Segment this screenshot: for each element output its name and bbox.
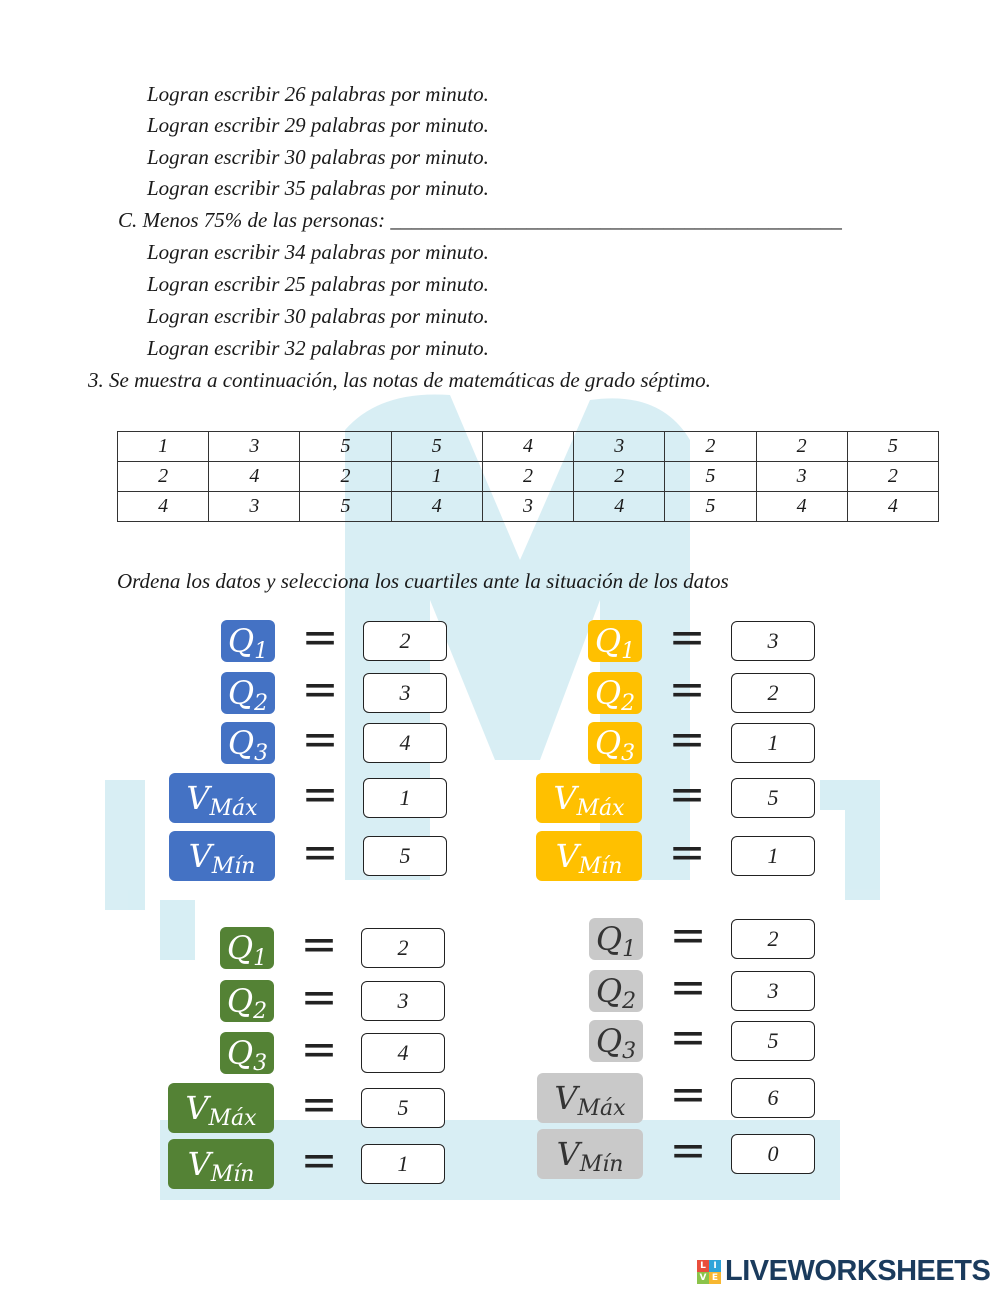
option-c-heading: C. Menos 75% de las personas: ___________________________________________ — [118, 208, 842, 232]
table-cell: 4 — [756, 492, 847, 522]
equals-sign: = — [669, 962, 707, 1013]
label-subscript: Máx — [576, 795, 625, 821]
table-cell: 5 — [391, 432, 482, 462]
blue-vmin-answer-box[interactable]: 5 — [363, 836, 447, 876]
table-cell: 4 — [209, 462, 300, 492]
table-row — [118, 462, 939, 492]
equals-sign: = — [300, 972, 338, 1023]
label-symbol: Q — [594, 724, 622, 762]
gray-q3-answer-box[interactable]: 5 — [731, 1021, 815, 1061]
equals-sign: = — [300, 1024, 338, 1075]
liveworksheets-logo — [697, 1255, 990, 1288]
table-cell: 4 — [391, 492, 482, 522]
option-b-line-2: Logran escribir 29 palabras por minuto. — [147, 113, 489, 137]
label-symbol: Q — [227, 674, 255, 712]
green-q2-label — [220, 980, 274, 1022]
gray-q2-label — [589, 970, 643, 1012]
table-cell: 2 — [300, 462, 391, 492]
label-symbol: Q — [227, 724, 255, 762]
equals-sign: = — [301, 612, 339, 663]
equals-sign: = — [668, 714, 706, 765]
label-symbol: Q — [595, 972, 623, 1010]
label-symbol: V — [554, 1079, 578, 1117]
label-symbol: V — [553, 779, 577, 817]
option-b-line-4: Logran escribir 35 palabras por minuto. — [147, 176, 489, 200]
label-symbol: V — [188, 837, 212, 875]
green-q3-answer-box[interactable]: 4 — [361, 1033, 445, 1073]
table-cell: 1 — [391, 462, 482, 492]
gray-vmax-answer-box[interactable]: 6 — [731, 1078, 815, 1118]
table-cell: 2 — [847, 462, 938, 492]
label-subscript: 2 — [622, 988, 637, 1014]
equals-sign: = — [668, 664, 706, 715]
gold-q1-answer-box[interactable]: 3 — [731, 621, 815, 661]
blue-q1-label — [221, 620, 275, 662]
label-symbol: Q — [595, 920, 623, 958]
table-cell: 3 — [574, 432, 665, 462]
label-subscript: Mín — [578, 853, 623, 879]
option-c-line-1: Logran escribir 34 palabras por minuto. — [147, 240, 489, 264]
label-subscript: 3 — [254, 740, 269, 766]
green-vmax-label — [168, 1083, 274, 1133]
table-cell: 3 — [756, 462, 847, 492]
option-b-line-3: Logran escribir 30 palabras por minuto. — [147, 145, 489, 169]
green-vmin-label — [168, 1139, 274, 1189]
gray-q3-label — [589, 1020, 643, 1062]
equals-sign: = — [668, 769, 706, 820]
label-symbol: Q — [226, 1034, 254, 1072]
equals-sign: = — [301, 664, 339, 715]
option-c-line-4: Logran escribir 32 palabras por minuto. — [147, 336, 489, 360]
equals-sign: = — [669, 1012, 707, 1063]
label-symbol: Q — [227, 622, 255, 660]
gold-vmin-answer-box[interactable]: 1 — [731, 836, 815, 876]
table-cell: 4 — [574, 492, 665, 522]
equals-sign: = — [300, 1079, 338, 1130]
label-subscript: 1 — [621, 638, 636, 664]
question-3-heading: 3. Se muestra a continuación, las notas de matemáticas de grado séptimo. — [88, 368, 711, 392]
green-vmax-answer-box[interactable]: 5 — [361, 1088, 445, 1128]
option-c-line-3: Logran escribir 30 palabras por minuto. — [147, 304, 489, 328]
gray-q2-answer-box[interactable]: 3 — [731, 971, 815, 1011]
table-cell: 5 — [665, 492, 756, 522]
table-cell: 3 — [209, 492, 300, 522]
table-cell: 5 — [300, 492, 391, 522]
label-subscript: Mín — [211, 853, 256, 879]
label-symbol: V — [555, 837, 579, 875]
table-cell: 1 — [118, 432, 209, 462]
green-q2-answer-box[interactable]: 3 — [361, 981, 445, 1021]
gold-q3-label — [588, 722, 642, 764]
table-cell: 2 — [574, 462, 665, 492]
option-c-line-2: Logran escribir 25 palabras por minuto. — [147, 272, 489, 296]
label-symbol: V — [556, 1135, 580, 1173]
instruction-text: Ordena los datos y selecciona los cuartiles ante la situación de los datos — [117, 569, 729, 593]
gold-q2-label — [588, 672, 642, 714]
label-subscript: 1 — [622, 936, 637, 962]
table-cell: 3 — [209, 432, 300, 462]
green-q3-label — [220, 1032, 274, 1074]
label-subscript: Máx — [209, 795, 258, 821]
table-row — [118, 432, 939, 462]
blue-q2-answer-box[interactable]: 3 — [363, 673, 447, 713]
gray-q1-label — [589, 918, 643, 960]
label-subscript: 1 — [253, 945, 268, 971]
label-subscript: Mín — [579, 1151, 624, 1177]
equals-sign: = — [669, 1069, 707, 1120]
label-subscript: 3 — [621, 740, 636, 766]
equals-sign: = — [301, 769, 339, 820]
table-cell: 2 — [665, 432, 756, 462]
label-subscript: 3 — [253, 1050, 268, 1076]
label-symbol: Q — [594, 622, 622, 660]
equals-sign: = — [301, 827, 339, 878]
gold-vmax-label — [536, 773, 642, 823]
table-cell: 3 — [482, 492, 573, 522]
label-symbol: V — [185, 1089, 209, 1127]
equals-sign: = — [668, 612, 706, 663]
gray-vmin-label — [537, 1129, 643, 1179]
table-cell: 2 — [756, 432, 847, 462]
equals-sign: = — [669, 910, 707, 961]
table-cell: 2 — [482, 462, 573, 492]
table-cell: 4 — [847, 492, 938, 522]
liveworksheets-brand: LIVEWORKSHEETS — [725, 1255, 991, 1287]
gold-q2-answer-box[interactable]: 2 — [731, 673, 815, 713]
equals-sign: = — [301, 714, 339, 765]
label-symbol: Q — [226, 929, 254, 967]
gray-vmax-label — [537, 1073, 643, 1123]
label-subscript: 2 — [254, 690, 269, 716]
label-subscript: 2 — [253, 998, 268, 1024]
blue-vmin-label — [169, 831, 275, 881]
blue-q3-answer-box[interactable]: 4 — [363, 723, 447, 763]
table-cell: 5 — [300, 432, 391, 462]
equals-sign: = — [669, 1125, 707, 1176]
table-cell: 4 — [482, 432, 573, 462]
equals-sign: = — [668, 827, 706, 878]
blue-q2-label — [221, 672, 275, 714]
label-subscript: Máx — [577, 1095, 626, 1121]
table-cell: 5 — [847, 432, 938, 462]
equals-sign: = — [300, 1135, 338, 1186]
green-q1-label — [220, 927, 274, 969]
label-symbol: V — [186, 779, 210, 817]
blue-vmax-answer-box[interactable]: 1 — [363, 778, 447, 818]
label-symbol: Q — [226, 982, 254, 1020]
blue-q3-label — [221, 722, 275, 764]
table-row — [118, 492, 939, 522]
label-subscript: 3 — [622, 1038, 637, 1064]
table-cell: 4 — [118, 492, 209, 522]
option-b-line-1: Logran escribir 26 palabras por minuto. — [147, 82, 489, 106]
blue-q1-answer-box[interactable]: 2 — [363, 621, 447, 661]
gray-vmin-answer-box[interactable]: 0 — [731, 1134, 815, 1174]
table-cell: 5 — [665, 462, 756, 492]
gold-q1-label — [588, 620, 642, 662]
gray-q1-answer-box[interactable]: 2 — [731, 919, 815, 959]
label-subscript: Mín — [210, 1161, 255, 1187]
table-cell: 2 — [118, 462, 209, 492]
gold-vmax-answer-box[interactable]: 5 — [731, 778, 815, 818]
gold-q3-answer-box[interactable]: 1 — [731, 723, 815, 763]
grades-table — [117, 431, 939, 522]
blue-vmax-label — [169, 773, 275, 823]
label-subscript: 2 — [621, 690, 636, 716]
label-symbol: Q — [595, 1022, 623, 1060]
label-subscript: 1 — [254, 638, 269, 664]
equals-sign: = — [300, 919, 338, 970]
label-symbol: Q — [594, 674, 622, 712]
green-q1-answer-box[interactable]: 2 — [361, 928, 445, 968]
green-vmin-answer-box[interactable]: 1 — [361, 1144, 445, 1184]
label-subscript: Máx — [208, 1105, 257, 1131]
label-symbol: V — [187, 1145, 211, 1183]
gold-vmin-label — [536, 831, 642, 881]
liveworksheets-logo-icon: L I V E — [697, 1260, 721, 1284]
